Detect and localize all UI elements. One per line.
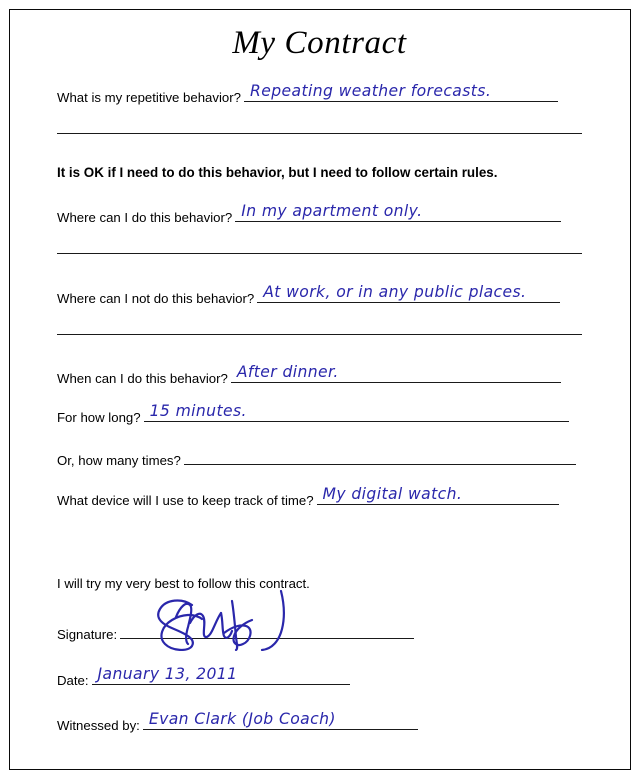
timekeeping-device-input[interactable] bbox=[317, 485, 559, 505]
witness-label: Witnessed by: bbox=[57, 718, 140, 733]
repetitive-behavior-input[interactable] bbox=[244, 82, 558, 102]
field-label: Where can I do this behavior? bbox=[57, 210, 233, 225]
how-long-value: 15 minutes. bbox=[149, 402, 247, 420]
field-label: When can I do this behavior? bbox=[57, 371, 228, 386]
field-when-allowed bbox=[57, 363, 561, 385]
field-label: Where can I not do this behavior? bbox=[57, 291, 255, 306]
field-date bbox=[57, 665, 350, 687]
field-signature bbox=[57, 619, 414, 641]
pledge-text: I will try my very best to follow this contract. bbox=[57, 576, 310, 591]
date-label: Date: bbox=[57, 673, 89, 688]
field-label: For how long? bbox=[57, 410, 141, 425]
pledge-statement bbox=[57, 575, 310, 597]
timekeeping-device-value: My digital watch. bbox=[322, 485, 463, 503]
signature-label: Signature: bbox=[57, 627, 118, 642]
field-how-long bbox=[57, 402, 569, 424]
where-allowed-value: In my apartment only. bbox=[241, 202, 423, 220]
field-where-allowed bbox=[57, 202, 561, 224]
field-label: What device will I use to keep track of time? bbox=[57, 493, 314, 508]
rules-notice-text: It is OK if I need to do this behavior, but I need to follow certain rules. bbox=[57, 165, 498, 180]
field-how-many-times bbox=[57, 445, 576, 467]
field-repetitive-behavior bbox=[57, 82, 558, 104]
where-not-allowed-value: At work, or in any public places. bbox=[263, 283, 527, 301]
field-witness bbox=[57, 710, 418, 732]
where-not-allowed-input[interactable] bbox=[257, 283, 560, 303]
field-where-not-allowed bbox=[57, 283, 560, 305]
where-not-allowed-continuation-rule[interactable] bbox=[57, 334, 582, 335]
how-long-input[interactable] bbox=[144, 402, 569, 422]
witness-input[interactable] bbox=[143, 710, 418, 730]
date-input[interactable] bbox=[92, 665, 350, 685]
where-allowed-input[interactable] bbox=[235, 202, 561, 222]
witness-value: Evan Clark (Job Coach) bbox=[148, 710, 336, 728]
field-timekeeping-device bbox=[57, 485, 559, 507]
page-border bbox=[9, 9, 631, 770]
repetitive-behavior-value: Repeating weather forecasts. bbox=[249, 82, 492, 100]
field-label: What is my repetitive behavior? bbox=[57, 90, 241, 105]
when-allowed-input[interactable] bbox=[231, 363, 561, 383]
page-title: My Contract bbox=[232, 25, 407, 61]
signature-input[interactable] bbox=[120, 619, 414, 639]
where-allowed-continuation-rule[interactable] bbox=[57, 253, 582, 254]
field-label: Or, how many times? bbox=[57, 453, 181, 468]
rules-notice bbox=[57, 164, 497, 186]
date-value: January 13, 2011 bbox=[97, 665, 238, 683]
repetitive-behavior-continuation-rule[interactable] bbox=[57, 133, 582, 134]
how-many-times-input[interactable] bbox=[184, 445, 576, 465]
when-allowed-value: After dinner. bbox=[236, 363, 339, 381]
